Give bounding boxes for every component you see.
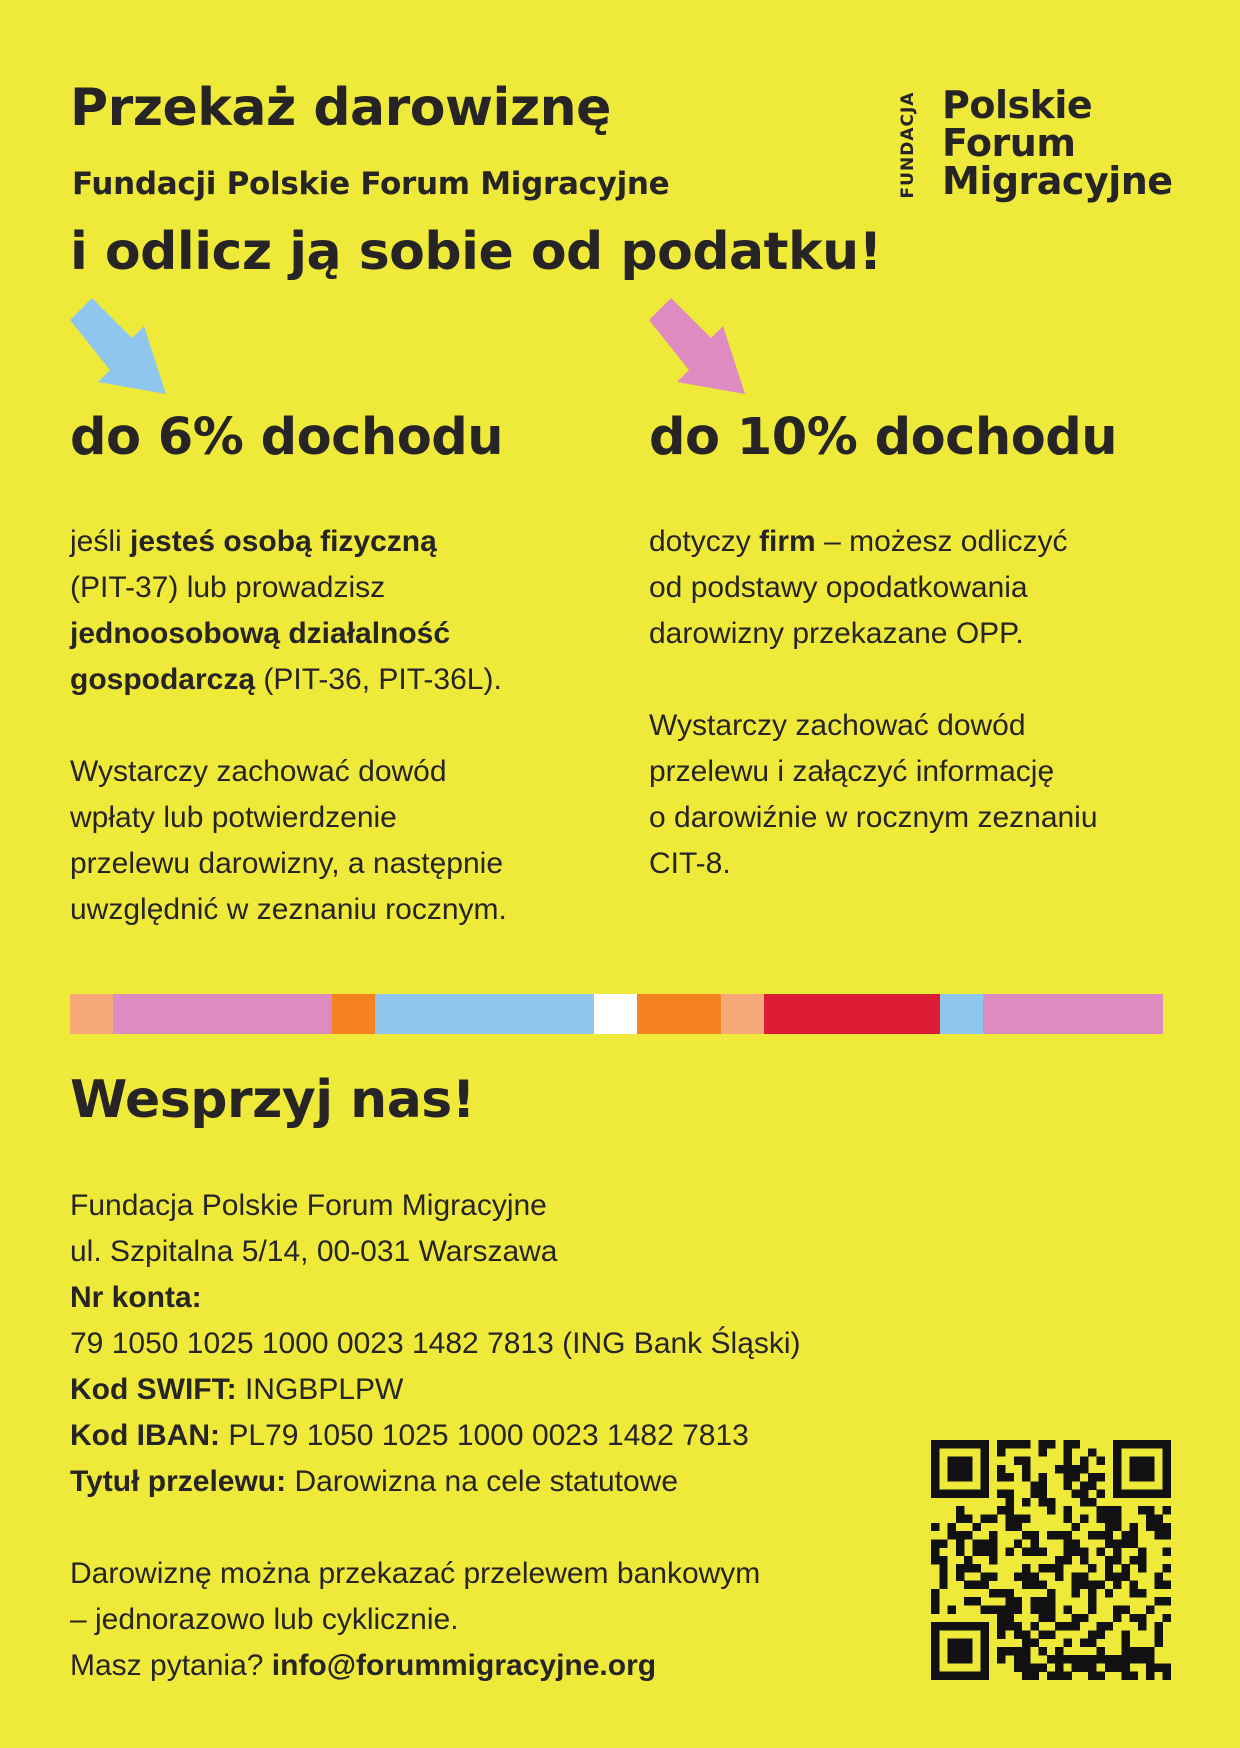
logo-line-3: Migracyjne [942, 159, 1173, 203]
stripe-segment [332, 994, 375, 1034]
logo [942, 83, 1173, 203]
arrow-down-right-icon [649, 298, 749, 398]
logo-line-2: Forum [942, 121, 1076, 165]
left-column-title: do 6% dochodu [70, 408, 504, 467]
stripe-segment [594, 994, 637, 1034]
transfer-title: Darowizna na cele statutowe [286, 1465, 678, 1498]
title-line-1: Przekaż darowiznę [70, 78, 611, 138]
title-line-2: Fundacji Polskie Forum Migracyjne [72, 166, 670, 202]
logo-vertical-label: FUNDACJA [898, 91, 918, 199]
stripe-segment [70, 994, 113, 1034]
qr-code-icon[interactable] [931, 1440, 1171, 1680]
right-column-text: dotyczy firm – możesz odliczyć od podstawy opodatkowania darowizny przekazane OPP. Wystarczy zachować dowód przelewu i załączyć informację o darowiźnie w rocznym zeznaniu CIT-8. [649, 525, 1098, 880]
account-label: Nr konta: [70, 1281, 202, 1314]
iban-code: PL79 1050 1025 1000 0023 1482 7813 [219, 1419, 749, 1452]
left-column-text: jeśli jesteś osobą fizyczną (PIT-37) lub prowadzisz jednoosobową działalność gospodarczą (PIT-36, PIT-36L). Wystarczy zachować dowód wpłaty lub potwierdzenie przelewu darowizny, a następnie uwzględnić w zeznaniu rocznym. [70, 525, 507, 926]
stripe-segment [113, 994, 332, 1034]
email-link[interactable]: info@forummigracyjne.org [271, 1649, 657, 1682]
note-line-2: – jednorazowo lub cyklicznie. [70, 1603, 459, 1636]
org-name: Fundacja Polskie Forum Migracyjne [70, 1189, 547, 1222]
address: ul. Szpitalna 5/14, 00-031 Warszawa [70, 1235, 558, 1268]
bank-info: Fundacja Polskie Forum Migracyjne ul. Szpitalna 5/14, 00-031 Warszawa Nr konta: 79 1050 1025 1000 0023 1482 7813 (ING Bank Śląski) Kod SWIFT: INGBPLPW Kod IBAN: PL79 1050 1025 1000 0023 1482 7813 Tytuł przelewu: Darowizna na cele statutowe Darowiznę można przekazać przelewem bankowym – jednorazowo lub cyklicznie. Masz pytania? info@forummigracyjne.org [70, 1183, 801, 1689]
stripe-segment [375, 994, 594, 1034]
stripe-segment [764, 994, 940, 1034]
title-line-3: i odlicz ją sobie od podatku! [70, 222, 882, 282]
arrow-down-right-icon [70, 298, 170, 398]
note-line-1: Darowiznę można przekazać przelewem bankowym [70, 1557, 761, 1590]
account-number: 79 1050 1025 1000 0023 1482 7813 (ING Bank Śląski) [70, 1327, 801, 1360]
stripe-segment [721, 994, 764, 1034]
right-column-title: do 10% dochodu [649, 408, 1118, 467]
stripe-segment [940, 994, 983, 1034]
support-title: Wesprzyj nas! [70, 1070, 475, 1130]
logo-line-1: Polskie [942, 83, 1093, 127]
stripe-segment [637, 994, 721, 1034]
swift-code: INGBPLPW [236, 1373, 404, 1406]
stripe-segment [983, 994, 1163, 1034]
color-stripe [70, 994, 1163, 1034]
